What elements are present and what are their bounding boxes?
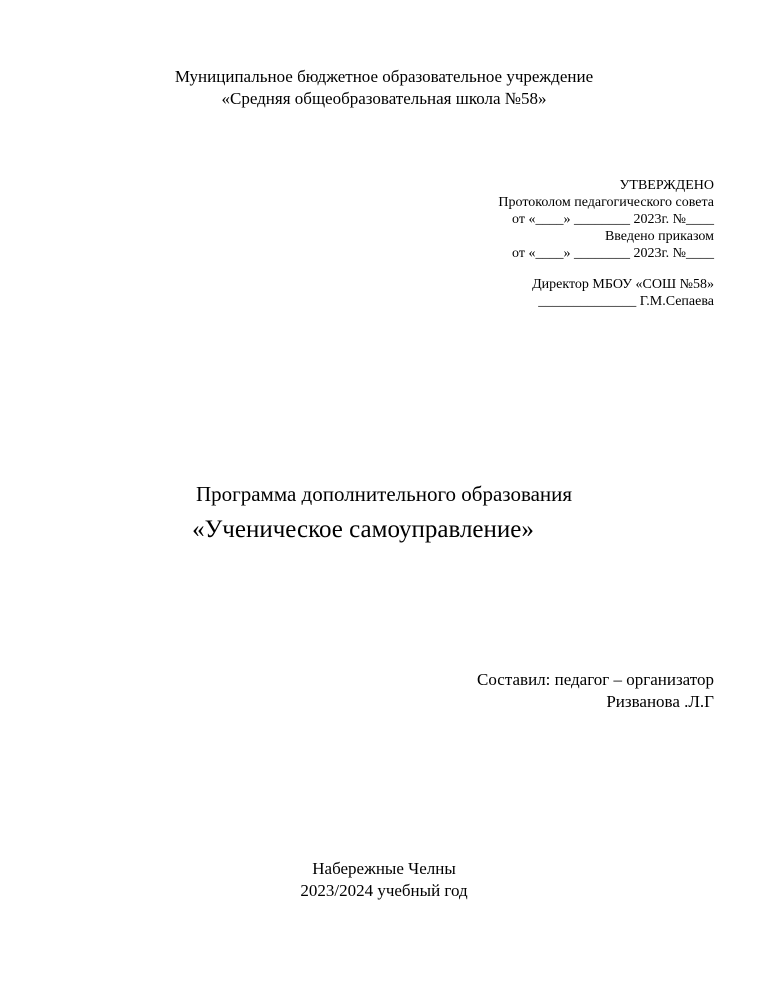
- program-name: «Ученическое самоуправление»: [192, 516, 534, 543]
- approved-heading: УТВЕРЖДЕНО: [619, 178, 714, 193]
- approval-stamp: [498, 177, 714, 310]
- order-line: Введено приказом: [604, 229, 714, 244]
- document-footer: [0, 858, 768, 902]
- protocol-line: Протоколом педагогического совета: [498, 195, 714, 210]
- director-line: Директор МБОУ «СОШ №58»: [532, 277, 714, 292]
- protocol-date-line: от «____» ________ 2023г. №____: [512, 212, 714, 227]
- program-title: [0, 480, 768, 547]
- program-type: Программа дополнительного образования: [195, 482, 573, 506]
- compiled-by: Составил: педагог – организатор: [477, 670, 714, 689]
- author-block: [477, 669, 714, 713]
- school-header: [0, 66, 768, 110]
- signature-line: ______________ Г.М.Сепаева: [538, 294, 714, 309]
- header-institution-type: Муниципальное бюджетное образовательное учреждение: [174, 67, 594, 86]
- author-name: Ризванова .Л.Г: [606, 692, 714, 711]
- city: Набережные Челны: [312, 859, 456, 878]
- header-school-name: «Средняя общеобразовательная школа №58»: [221, 89, 547, 108]
- academic-year: 2023/2024 учебный год: [300, 881, 468, 900]
- order-date-line: от «____» ________ 2023г. №____: [512, 246, 714, 261]
